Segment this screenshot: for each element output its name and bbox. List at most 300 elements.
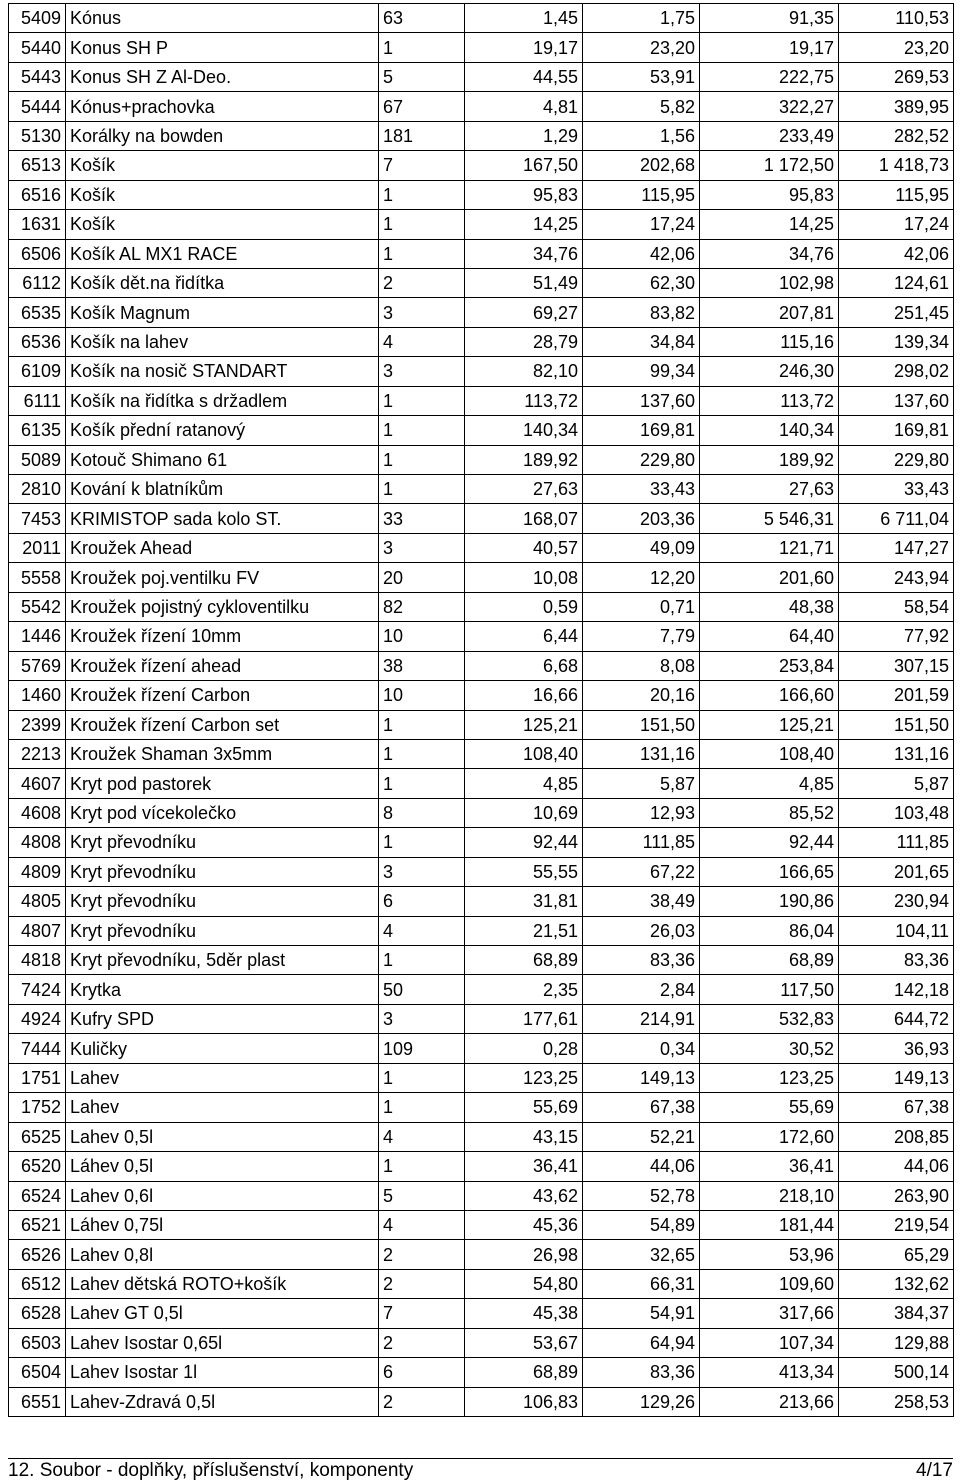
unit-price-cell: 123,25 <box>465 1063 583 1092</box>
item-name-cell: Kování k blatníkům <box>66 475 379 504</box>
total-price-vat-cell: 103,48 <box>839 798 954 827</box>
table-row <box>9 1328 954 1357</box>
unit-price-cell: 177,61 <box>465 1004 583 1033</box>
unit-price-vat-cell: 42,06 <box>583 239 700 268</box>
unit-price-vat-cell: 83,36 <box>583 946 700 975</box>
item-code-cell: 1752 <box>9 1093 66 1122</box>
table-row <box>9 622 954 651</box>
total-price-vat-cell: 298,02 <box>839 357 954 386</box>
item-name-cell: Kryt pod pastorek <box>66 769 379 798</box>
total-price-vat-cell: 77,92 <box>839 622 954 651</box>
item-quantity-cell: 4 <box>379 916 465 945</box>
item-code-cell: 6528 <box>9 1299 66 1328</box>
total-price-cell: 113,72 <box>700 386 839 415</box>
item-quantity-cell: 82 <box>379 592 465 621</box>
unit-price-cell: 0,28 <box>465 1034 583 1063</box>
total-price-cell: 109,60 <box>700 1269 839 1298</box>
total-price-cell: 92,44 <box>700 828 839 857</box>
total-price-cell: 123,25 <box>700 1063 839 1092</box>
item-name-cell: Lahev 0,5l <box>66 1122 379 1151</box>
table-row <box>9 887 954 916</box>
table-row <box>9 769 954 798</box>
table-row <box>9 327 954 356</box>
unit-price-cell: 68,89 <box>465 1358 583 1387</box>
item-code-cell: 7453 <box>9 504 66 533</box>
unit-price-cell: 51,49 <box>465 268 583 297</box>
item-code-cell: 5443 <box>9 62 66 91</box>
total-price-cell: 222,75 <box>700 62 839 91</box>
total-price-cell: 115,16 <box>700 327 839 356</box>
item-code-cell: 5444 <box>9 92 66 121</box>
total-price-cell: 19,17 <box>700 33 839 62</box>
total-price-cell: 125,21 <box>700 710 839 739</box>
item-name-cell: Kuličky <box>66 1034 379 1063</box>
unit-price-vat-cell: 169,81 <box>583 416 700 445</box>
unit-price-vat-cell: 137,60 <box>583 386 700 415</box>
unit-price-cell: 44,55 <box>465 62 583 91</box>
total-price-cell: 48,38 <box>700 592 839 621</box>
total-price-vat-cell: 644,72 <box>839 1004 954 1033</box>
total-price-cell: 55,69 <box>700 1093 839 1122</box>
item-name-cell: Kroužek řízení Carbon set <box>66 710 379 739</box>
item-code-cell: 4805 <box>9 887 66 916</box>
total-price-vat-cell: 263,90 <box>839 1181 954 1210</box>
item-quantity-cell: 10 <box>379 622 465 651</box>
total-price-cell: 181,44 <box>700 1210 839 1239</box>
total-price-vat-cell: 36,93 <box>839 1034 954 1063</box>
item-name-cell: Košík na nosič STANDART <box>66 357 379 386</box>
unit-price-vat-cell: 83,82 <box>583 298 700 327</box>
item-code-cell: 1446 <box>9 622 66 651</box>
item-code-cell: 2810 <box>9 475 66 504</box>
total-price-cell: 117,50 <box>700 975 839 1004</box>
item-code-cell: 6112 <box>9 268 66 297</box>
total-price-cell: 53,96 <box>700 1240 839 1269</box>
item-name-cell: Láhev 0,75l <box>66 1210 379 1239</box>
total-price-cell: 207,81 <box>700 298 839 327</box>
item-code-cell: 6551 <box>9 1387 66 1416</box>
total-price-cell: 322,27 <box>700 92 839 121</box>
item-code-cell: 6503 <box>9 1328 66 1357</box>
total-price-vat-cell: 149,13 <box>839 1063 954 1092</box>
total-price-vat-cell: 131,16 <box>839 739 954 768</box>
item-name-cell: Kryt pod vícekolečko <box>66 798 379 827</box>
unit-price-cell: 2,35 <box>465 975 583 1004</box>
unit-price-cell: 43,62 <box>465 1181 583 1210</box>
table-row <box>9 180 954 209</box>
unit-price-cell: 125,21 <box>465 710 583 739</box>
unit-price-cell: 106,83 <box>465 1387 583 1416</box>
total-price-cell: 189,92 <box>700 445 839 474</box>
unit-price-cell: 55,69 <box>465 1093 583 1122</box>
unit-price-vat-cell: 111,85 <box>583 828 700 857</box>
table-row <box>9 1034 954 1063</box>
unit-price-vat-cell: 52,21 <box>583 1122 700 1151</box>
item-quantity-cell: 4 <box>379 1122 465 1151</box>
item-quantity-cell: 7 <box>379 1299 465 1328</box>
item-quantity-cell: 3 <box>379 857 465 886</box>
item-code-cell: 2399 <box>9 710 66 739</box>
total-price-cell: 86,04 <box>700 916 839 945</box>
item-code-cell: 6524 <box>9 1181 66 1210</box>
item-quantity-cell: 1 <box>379 769 465 798</box>
table-row <box>9 651 954 680</box>
item-name-cell: Kroužek Ahead <box>66 533 379 562</box>
unit-price-vat-cell: 53,91 <box>583 62 700 91</box>
total-price-vat-cell: 142,18 <box>839 975 954 1004</box>
table-row <box>9 239 954 268</box>
item-quantity-cell: 3 <box>379 298 465 327</box>
item-name-cell: Lahev-Zdravá 0,5l <box>66 1387 379 1416</box>
item-code-cell: 1751 <box>9 1063 66 1092</box>
table-row <box>9 828 954 857</box>
unit-price-cell: 43,15 <box>465 1122 583 1151</box>
item-name-cell: Košík <box>66 151 379 180</box>
item-name-cell: Lahev dětská ROTO+košík <box>66 1269 379 1298</box>
total-price-vat-cell: 33,43 <box>839 475 954 504</box>
unit-price-vat-cell: 5,82 <box>583 92 700 121</box>
total-price-vat-cell: 229,80 <box>839 445 954 474</box>
table-row <box>9 357 954 386</box>
total-price-vat-cell: 65,29 <box>839 1240 954 1269</box>
total-price-vat-cell: 67,38 <box>839 1093 954 1122</box>
total-price-cell: 246,30 <box>700 357 839 386</box>
total-price-vat-cell: 5,87 <box>839 769 954 798</box>
item-name-cell: Kryt převodníku, 5děr plast <box>66 946 379 975</box>
total-price-cell: 5 546,31 <box>700 504 839 533</box>
item-name-cell: Lahev Isostar 1l <box>66 1358 379 1387</box>
total-price-cell: 34,76 <box>700 239 839 268</box>
item-quantity-cell: 3 <box>379 533 465 562</box>
unit-price-cell: 68,89 <box>465 946 583 975</box>
item-quantity-cell: 1 <box>379 210 465 239</box>
total-price-vat-cell: 307,15 <box>839 651 954 680</box>
total-price-vat-cell: 104,11 <box>839 916 954 945</box>
item-quantity-cell: 6 <box>379 1358 465 1387</box>
total-price-vat-cell: 42,06 <box>839 239 954 268</box>
total-price-vat-cell: 132,62 <box>839 1269 954 1298</box>
table-row <box>9 1122 954 1151</box>
table-row <box>9 151 954 180</box>
item-name-cell: Kroužek Shaman 3x5mm <box>66 739 379 768</box>
total-price-cell: 91,35 <box>700 4 839 33</box>
total-price-cell: 4,85 <box>700 769 839 798</box>
item-name-cell: Kónus <box>66 4 379 33</box>
total-price-vat-cell: 111,85 <box>839 828 954 857</box>
item-quantity-cell: 1 <box>379 828 465 857</box>
table-row <box>9 1240 954 1269</box>
total-price-vat-cell: 251,45 <box>839 298 954 327</box>
table-row <box>9 1210 954 1239</box>
unit-price-vat-cell: 115,95 <box>583 180 700 209</box>
item-name-cell: Košík AL MX1 RACE <box>66 239 379 268</box>
table-row <box>9 1358 954 1387</box>
total-price-cell: 166,65 <box>700 857 839 886</box>
item-quantity-cell: 3 <box>379 357 465 386</box>
unit-price-vat-cell: 12,93 <box>583 798 700 827</box>
unit-price-vat-cell: 20,16 <box>583 681 700 710</box>
item-code-cell: 1460 <box>9 681 66 710</box>
item-name-cell: Kónus+prachovka <box>66 92 379 121</box>
item-name-cell: Korálky na bowden <box>66 121 379 150</box>
table-row <box>9 975 954 1004</box>
table-row <box>9 592 954 621</box>
item-quantity-cell: 2 <box>379 268 465 297</box>
item-name-cell: KRIMISTOP sada kolo ST. <box>66 504 379 533</box>
total-price-vat-cell: 137,60 <box>839 386 954 415</box>
item-quantity-cell: 4 <box>379 1210 465 1239</box>
table-row <box>9 298 954 327</box>
item-quantity-cell: 5 <box>379 62 465 91</box>
unit-price-cell: 55,55 <box>465 857 583 886</box>
unit-price-cell: 27,63 <box>465 475 583 504</box>
total-price-vat-cell: 23,20 <box>839 33 954 62</box>
item-code-cell: 1631 <box>9 210 66 239</box>
item-code-cell: 4608 <box>9 798 66 827</box>
unit-price-cell: 0,59 <box>465 592 583 621</box>
item-quantity-cell: 1 <box>379 1093 465 1122</box>
table-row <box>9 504 954 533</box>
unit-price-vat-cell: 2,84 <box>583 975 700 1004</box>
table-row <box>9 681 954 710</box>
item-quantity-cell: 6 <box>379 887 465 916</box>
total-price-vat-cell: 110,53 <box>839 4 954 33</box>
unit-price-cell: 82,10 <box>465 357 583 386</box>
unit-price-vat-cell: 17,24 <box>583 210 700 239</box>
total-price-cell: 190,86 <box>700 887 839 916</box>
item-quantity-cell: 2 <box>379 1269 465 1298</box>
item-code-cell: 6512 <box>9 1269 66 1298</box>
unit-price-vat-cell: 49,09 <box>583 533 700 562</box>
total-price-vat-cell: 115,95 <box>839 180 954 209</box>
item-name-cell: Košík na lahev <box>66 327 379 356</box>
table-row <box>9 1063 954 1092</box>
item-quantity-cell: 8 <box>379 798 465 827</box>
item-code-cell: 5542 <box>9 592 66 621</box>
unit-price-cell: 34,76 <box>465 239 583 268</box>
page-footer <box>8 1458 953 1483</box>
table-row <box>9 268 954 297</box>
total-price-cell: 213,66 <box>700 1387 839 1416</box>
unit-price-vat-cell: 83,36 <box>583 1358 700 1387</box>
unit-price-vat-cell: 5,87 <box>583 769 700 798</box>
unit-price-vat-cell: 0,71 <box>583 592 700 621</box>
unit-price-vat-cell: 12,20 <box>583 563 700 592</box>
unit-price-vat-cell: 54,91 <box>583 1299 700 1328</box>
table-row <box>9 4 954 33</box>
item-code-cell: 4924 <box>9 1004 66 1033</box>
total-price-cell: 108,40 <box>700 739 839 768</box>
item-quantity-cell: 2 <box>379 1328 465 1357</box>
item-name-cell: Kroužek řízení 10mm <box>66 622 379 651</box>
item-name-cell: Kroužek poj.ventilku FV <box>66 563 379 592</box>
total-price-cell: 36,41 <box>700 1152 839 1181</box>
total-price-vat-cell: 389,95 <box>839 92 954 121</box>
total-price-cell: 166,60 <box>700 681 839 710</box>
table-row <box>9 1093 954 1122</box>
unit-price-vat-cell: 149,13 <box>583 1063 700 1092</box>
unit-price-vat-cell: 203,36 <box>583 504 700 533</box>
table-row <box>9 857 954 886</box>
item-name-cell: Kryt převodníku <box>66 828 379 857</box>
item-name-cell: Kufry SPD <box>66 1004 379 1033</box>
total-price-vat-cell: 6 711,04 <box>839 504 954 533</box>
unit-price-vat-cell: 66,31 <box>583 1269 700 1298</box>
unit-price-cell: 189,92 <box>465 445 583 474</box>
item-code-cell: 2011 <box>9 533 66 562</box>
unit-price-vat-cell: 54,89 <box>583 1210 700 1239</box>
item-quantity-cell: 1 <box>379 386 465 415</box>
unit-price-cell: 26,98 <box>465 1240 583 1269</box>
total-price-vat-cell: 269,53 <box>839 62 954 91</box>
total-price-vat-cell: 129,88 <box>839 1328 954 1357</box>
item-quantity-cell: 20 <box>379 563 465 592</box>
unit-price-cell: 54,80 <box>465 1269 583 1298</box>
item-name-cell: Konus SH Z Al-Deo. <box>66 62 379 91</box>
unit-price-cell: 113,72 <box>465 386 583 415</box>
item-name-cell: Láhev 0,5l <box>66 1152 379 1181</box>
unit-price-cell: 36,41 <box>465 1152 583 1181</box>
item-code-cell: 6525 <box>9 1122 66 1151</box>
total-price-vat-cell: 230,94 <box>839 887 954 916</box>
unit-price-cell: 168,07 <box>465 504 583 533</box>
total-price-cell: 30,52 <box>700 1034 839 1063</box>
unit-price-vat-cell: 67,38 <box>583 1093 700 1122</box>
item-name-cell: Lahev 0,6l <box>66 1181 379 1210</box>
item-quantity-cell: 2 <box>379 1387 465 1416</box>
unit-price-vat-cell: 229,80 <box>583 445 700 474</box>
total-price-vat-cell: 147,27 <box>839 533 954 562</box>
item-name-cell: Kryt převodníku <box>66 887 379 916</box>
item-code-cell: 6536 <box>9 327 66 356</box>
item-code-cell: 4607 <box>9 769 66 798</box>
unit-price-cell: 140,34 <box>465 416 583 445</box>
unit-price-vat-cell: 151,50 <box>583 710 700 739</box>
item-code-cell: 5409 <box>9 4 66 33</box>
item-quantity-cell: 33 <box>379 504 465 533</box>
item-code-cell: 6109 <box>9 357 66 386</box>
total-price-cell: 121,71 <box>700 533 839 562</box>
unit-price-vat-cell: 131,16 <box>583 739 700 768</box>
item-code-cell: 5130 <box>9 121 66 150</box>
item-quantity-cell: 67 <box>379 92 465 121</box>
unit-price-vat-cell: 34,84 <box>583 327 700 356</box>
unit-price-cell: 1,45 <box>465 4 583 33</box>
item-code-cell: 6504 <box>9 1358 66 1387</box>
unit-price-vat-cell: 32,65 <box>583 1240 700 1269</box>
unit-price-cell: 28,79 <box>465 327 583 356</box>
unit-price-vat-cell: 33,43 <box>583 475 700 504</box>
item-quantity-cell: 2 <box>379 1240 465 1269</box>
item-code-cell: 6535 <box>9 298 66 327</box>
unit-price-vat-cell: 214,91 <box>583 1004 700 1033</box>
item-name-cell: Košík přední ratanový <box>66 416 379 445</box>
unit-price-cell: 10,08 <box>465 563 583 592</box>
item-code-cell: 6521 <box>9 1210 66 1239</box>
table-row <box>9 1387 954 1416</box>
item-quantity-cell: 7 <box>379 151 465 180</box>
item-code-cell: 6506 <box>9 239 66 268</box>
unit-price-cell: 16,66 <box>465 681 583 710</box>
item-name-cell: Kroužek řízení Carbon <box>66 681 379 710</box>
item-quantity-cell: 1 <box>379 946 465 975</box>
unit-price-cell: 4,85 <box>465 769 583 798</box>
unit-price-cell: 45,38 <box>465 1299 583 1328</box>
total-price-cell: 27,63 <box>700 475 839 504</box>
item-quantity-cell: 10 <box>379 681 465 710</box>
item-quantity-cell: 1 <box>379 445 465 474</box>
unit-price-cell: 92,44 <box>465 828 583 857</box>
item-quantity-cell: 1 <box>379 239 465 268</box>
item-code-cell: 5440 <box>9 33 66 62</box>
unit-price-vat-cell: 44,06 <box>583 1152 700 1181</box>
footer-section-title: 12. Soubor - doplňky, příslušenství, komponenty <box>8 1460 414 1481</box>
total-price-cell: 14,25 <box>700 210 839 239</box>
inventory-table <box>8 3 954 1417</box>
item-quantity-cell: 50 <box>379 975 465 1004</box>
item-quantity-cell: 1 <box>379 739 465 768</box>
item-quantity-cell: 4 <box>379 327 465 356</box>
unit-price-cell: 6,68 <box>465 651 583 680</box>
item-name-cell: Kroužek pojistný cykloventilku <box>66 592 379 621</box>
unit-price-cell: 10,69 <box>465 798 583 827</box>
item-name-cell: Lahev <box>66 1063 379 1092</box>
total-price-vat-cell: 151,50 <box>839 710 954 739</box>
table-row <box>9 946 954 975</box>
total-price-vat-cell: 219,54 <box>839 1210 954 1239</box>
unit-price-cell: 69,27 <box>465 298 583 327</box>
item-name-cell: Kryt převodníku <box>66 857 379 886</box>
total-price-vat-cell: 139,34 <box>839 327 954 356</box>
item-name-cell: Kroužek řízení ahead <box>66 651 379 680</box>
unit-price-cell: 53,67 <box>465 1328 583 1357</box>
unit-price-vat-cell: 23,20 <box>583 33 700 62</box>
total-price-cell: 107,34 <box>700 1328 839 1357</box>
item-code-cell: 4808 <box>9 828 66 857</box>
item-quantity-cell: 1 <box>379 180 465 209</box>
item-quantity-cell: 109 <box>379 1034 465 1063</box>
total-price-cell: 218,10 <box>700 1181 839 1210</box>
unit-price-vat-cell: 202,68 <box>583 151 700 180</box>
total-price-cell: 532,83 <box>700 1004 839 1033</box>
total-price-vat-cell: 169,81 <box>839 416 954 445</box>
total-price-vat-cell: 208,85 <box>839 1122 954 1151</box>
total-price-cell: 1 172,50 <box>700 151 839 180</box>
total-price-cell: 64,40 <box>700 622 839 651</box>
item-quantity-cell: 1 <box>379 710 465 739</box>
unit-price-cell: 21,51 <box>465 916 583 945</box>
item-quantity-cell: 181 <box>379 121 465 150</box>
total-price-cell: 85,52 <box>700 798 839 827</box>
unit-price-vat-cell: 99,34 <box>583 357 700 386</box>
item-quantity-cell: 3 <box>379 1004 465 1033</box>
table-row <box>9 92 954 121</box>
unit-price-vat-cell: 62,30 <box>583 268 700 297</box>
table-row <box>9 416 954 445</box>
total-price-vat-cell: 201,59 <box>839 681 954 710</box>
table-row <box>9 1269 954 1298</box>
item-code-cell: 6513 <box>9 151 66 180</box>
item-code-cell: 6516 <box>9 180 66 209</box>
table-row <box>9 445 954 474</box>
unit-price-vat-cell: 67,22 <box>583 857 700 886</box>
table-row <box>9 1299 954 1328</box>
item-name-cell: Kotouč Shimano 61 <box>66 445 379 474</box>
item-code-cell: 6520 <box>9 1152 66 1181</box>
unit-price-vat-cell: 64,94 <box>583 1328 700 1357</box>
table-row <box>9 533 954 562</box>
unit-price-cell: 95,83 <box>465 180 583 209</box>
